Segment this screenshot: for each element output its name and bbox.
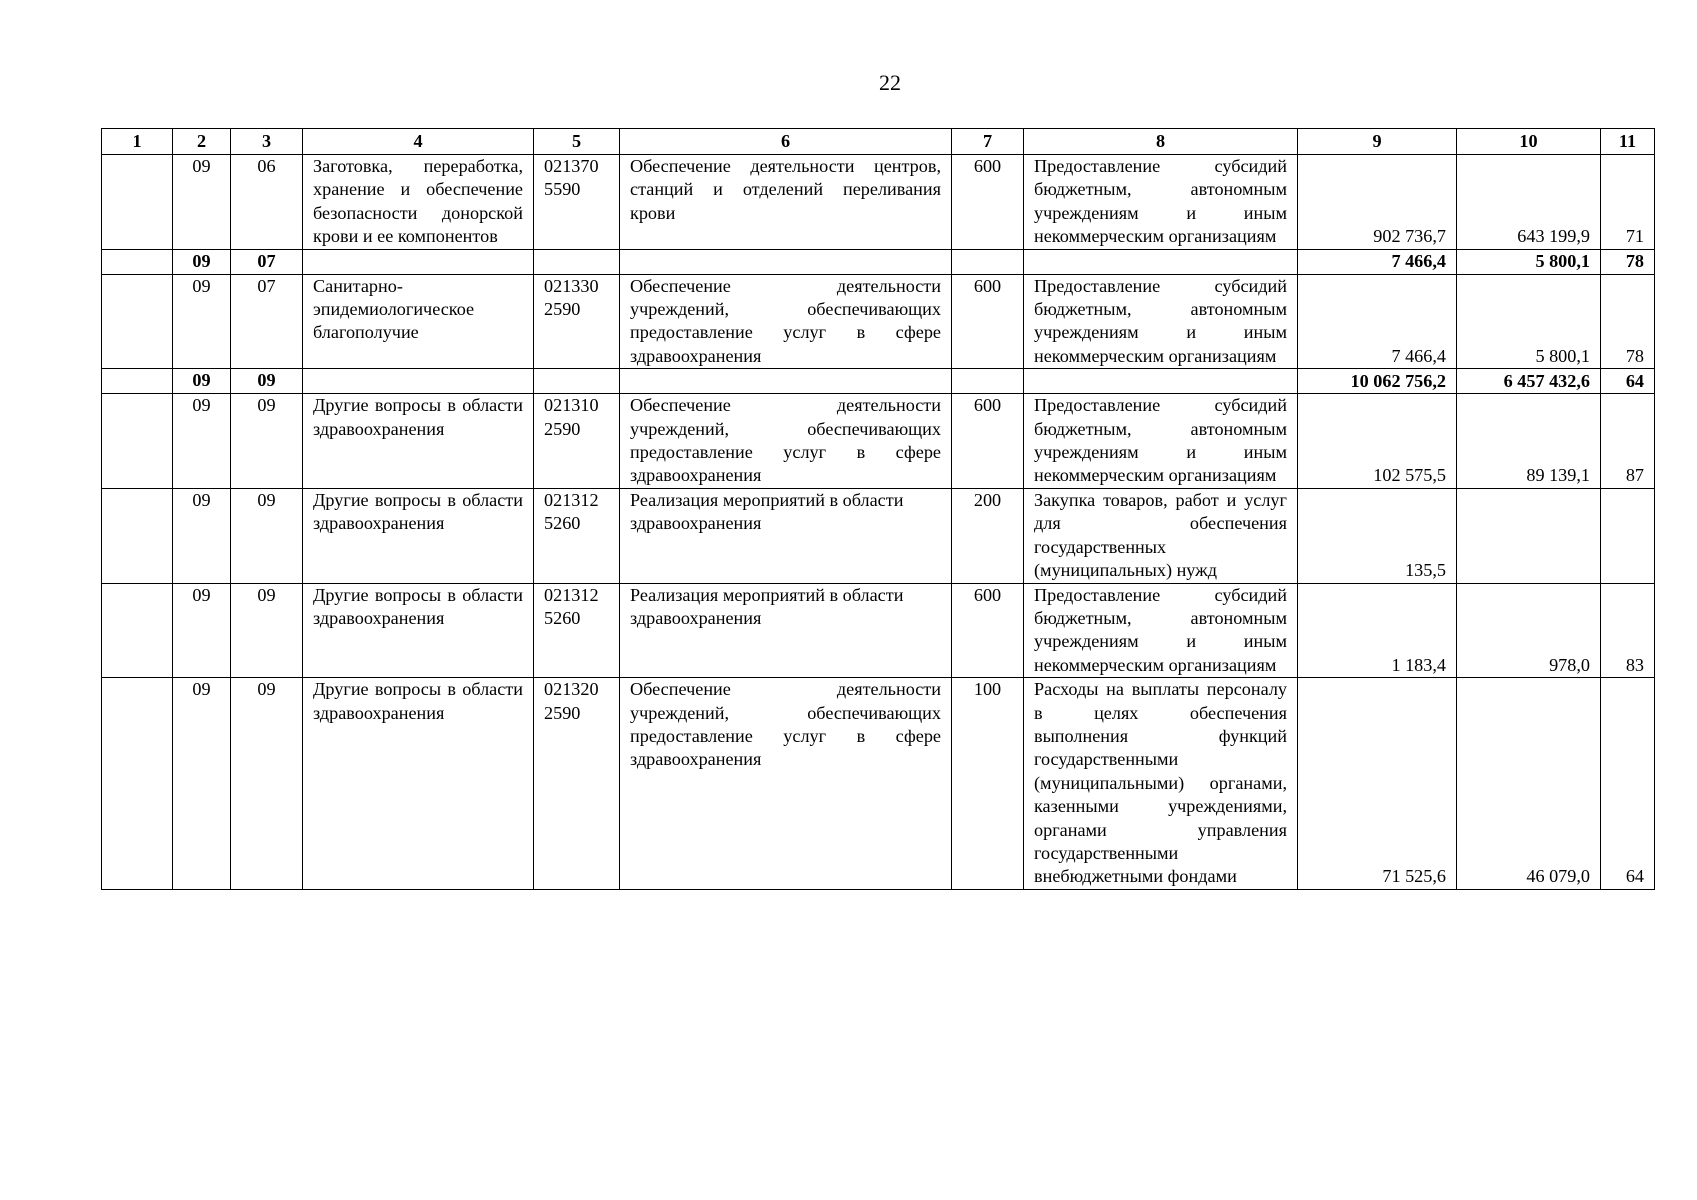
cell-plan-amount: 7 466,4 — [1298, 274, 1457, 369]
cell-percent — [1601, 488, 1655, 583]
cell-section: 09 — [173, 369, 231, 394]
cell-actual-amount — [1457, 488, 1601, 583]
header-col-4: 4 — [303, 129, 534, 155]
table-row — [102, 583, 1655, 678]
cell-expense-name: Предоставление субсидий бюджетным, автономным учреждениям и иным некоммерческим организациям — [1024, 155, 1298, 250]
cell-plan-amount: 7 466,4 — [1298, 249, 1457, 274]
cell-subsection: 07 — [231, 274, 303, 369]
page-number: 22 — [879, 70, 901, 95]
cell-target-name: Обеспечение деятельности центров, станций и отделений переливания крови — [620, 155, 952, 250]
cell-percent: 78 — [1601, 274, 1655, 369]
cell-target-name: Обеспечение деятельности учреждений, обеспечивающих предоставление услуг в сфере здравоохранения — [620, 678, 952, 890]
table-row-subtotal — [102, 369, 1655, 394]
cell-section: 09 — [173, 678, 231, 890]
cell-percent: 87 — [1601, 394, 1655, 489]
header-col-11: 11 — [1601, 129, 1655, 155]
cell-percent: 71 — [1601, 155, 1655, 250]
cell-target-name: Обеспечение деятельности учреждений, обеспечивающих предоставление услуг в сфере здравоохранения — [620, 394, 952, 489]
header-col-2: 2 — [173, 129, 231, 155]
cell-subsection: 06 — [231, 155, 303, 250]
cell-subsection: 09 — [231, 678, 303, 890]
cell-percent: 78 — [1601, 249, 1655, 274]
cell-subsection-name: Санитарно-эпидемиологическое благополучие — [303, 274, 534, 369]
cell-expense-name — [1024, 369, 1298, 394]
header-col-3: 3 — [231, 129, 303, 155]
cell-expense-name: Предоставление субсидий бюджетным, автономным учреждениям и иным некоммерческим организациям — [1024, 583, 1298, 678]
cell-actual-amount: 5 800,1 — [1457, 249, 1601, 274]
cell-target-name: Обеспечение деятельности учреждений, обеспечивающих предоставление услуг в сфере здравоохранения — [620, 274, 952, 369]
cell-subsection: 07 — [231, 249, 303, 274]
cell-target-code: 021312 5260 — [534, 488, 620, 583]
header-col-10: 10 — [1457, 129, 1601, 155]
cell-target-code — [534, 369, 620, 394]
header-col-5: 5 — [534, 129, 620, 155]
table-row-subtotal — [102, 249, 1655, 274]
cell-target-name: Реализация мероприятий в области здравоохранения — [620, 583, 952, 678]
cell-col-1 — [102, 678, 173, 890]
cell-percent: 64 — [1601, 678, 1655, 890]
cell-expense-name — [1024, 249, 1298, 274]
cell-section: 09 — [173, 274, 231, 369]
cell-target-code — [534, 249, 620, 274]
cell-expense-code: 600 — [952, 394, 1024, 489]
cell-target-name — [620, 249, 952, 274]
cell-expense-code: 600 — [952, 583, 1024, 678]
cell-subsection-name: Другие вопросы в области здравоохранения — [303, 678, 534, 890]
table-row — [102, 678, 1655, 890]
cell-plan-amount: 902 736,7 — [1298, 155, 1457, 250]
header-col-8: 8 — [1024, 129, 1298, 155]
table-row — [102, 488, 1655, 583]
cell-target-name: Реализация мероприятий в области здравоохранения — [620, 488, 952, 583]
cell-actual-amount: 6 457 432,6 — [1457, 369, 1601, 394]
cell-actual-amount: 5 800,1 — [1457, 274, 1601, 369]
cell-target-code: 021310 2590 — [534, 394, 620, 489]
cell-target-code: 021312 5260 — [534, 583, 620, 678]
cell-col-1 — [102, 369, 173, 394]
cell-expense-code: 100 — [952, 678, 1024, 890]
table-row — [102, 155, 1655, 250]
cell-expense-name: Расходы на выплаты персоналу в целях обеспечения выполнения функций государственными (муниципальными) органами, казенными учреждениями, органами управления государственными внебюджетными фондами — [1024, 678, 1298, 890]
cell-subsection: 09 — [231, 369, 303, 394]
header-col-6: 6 — [620, 129, 952, 155]
cell-section: 09 — [173, 394, 231, 489]
cell-section: 09 — [173, 155, 231, 250]
cell-percent: 64 — [1601, 369, 1655, 394]
cell-actual-amount: 89 139,1 — [1457, 394, 1601, 489]
cell-actual-amount: 46 079,0 — [1457, 678, 1601, 890]
cell-subsection-name: Другие вопросы в области здравоохранения — [303, 394, 534, 489]
cell-col-1 — [102, 583, 173, 678]
budget-table — [101, 128, 1655, 890]
cell-section: 09 — [173, 583, 231, 678]
cell-target-name — [620, 369, 952, 394]
cell-expense-code: 200 — [952, 488, 1024, 583]
cell-plan-amount: 135,5 — [1298, 488, 1457, 583]
cell-plan-amount: 10 062 756,2 — [1298, 369, 1457, 394]
cell-subsection: 09 — [231, 394, 303, 489]
cell-expense-name: Предоставление субсидий бюджетным, автономным учреждениям и иным некоммерческим организациям — [1024, 394, 1298, 489]
cell-target-code: 021330 2590 — [534, 274, 620, 369]
cell-percent: 83 — [1601, 583, 1655, 678]
cell-subsection-name — [303, 249, 534, 274]
cell-col-1 — [102, 249, 173, 274]
header-col-1: 1 — [102, 129, 173, 155]
cell-plan-amount: 1 183,4 — [1298, 583, 1457, 678]
cell-expense-code: 600 — [952, 155, 1024, 250]
cell-subsection-name: Другие вопросы в области здравоохранения — [303, 488, 534, 583]
cell-section: 09 — [173, 488, 231, 583]
cell-section: 09 — [173, 249, 231, 274]
cell-subsection-name — [303, 369, 534, 394]
cell-actual-amount: 978,0 — [1457, 583, 1601, 678]
cell-expense-name: Предоставление субсидий бюджетным, автономным учреждениям и иным некоммерческим организациям — [1024, 274, 1298, 369]
cell-subsection-name: Заготовка, переработка, хранение и обеспечение безопасности донорской крови и ее компонентов — [303, 155, 534, 250]
cell-expense-code — [952, 249, 1024, 274]
table-row — [102, 274, 1655, 369]
cell-col-1 — [102, 488, 173, 583]
cell-expense-code: 600 — [952, 274, 1024, 369]
cell-col-1 — [102, 394, 173, 489]
table-body — [102, 155, 1655, 890]
cell-target-code: 021320 2590 — [534, 678, 620, 890]
header-row — [102, 129, 1655, 155]
cell-plan-amount: 71 525,6 — [1298, 678, 1457, 890]
header-col-7: 7 — [952, 129, 1024, 155]
cell-expense-code — [952, 369, 1024, 394]
cell-subsection-name: Другие вопросы в области здравоохранения — [303, 583, 534, 678]
cell-subsection: 09 — [231, 583, 303, 678]
cell-expense-name: Закупка товаров, работ и услуг для обеспечения государственных (муниципальных) нужд — [1024, 488, 1298, 583]
cell-plan-amount: 102 575,5 — [1298, 394, 1457, 489]
table-header — [102, 129, 1655, 155]
cell-col-1 — [102, 155, 173, 250]
cell-subsection: 09 — [231, 488, 303, 583]
cell-target-code: 021370 5590 — [534, 155, 620, 250]
cell-actual-amount: 643 199,9 — [1457, 155, 1601, 250]
header-col-9: 9 — [1298, 129, 1457, 155]
cell-col-1 — [102, 274, 173, 369]
table-row — [102, 394, 1655, 489]
